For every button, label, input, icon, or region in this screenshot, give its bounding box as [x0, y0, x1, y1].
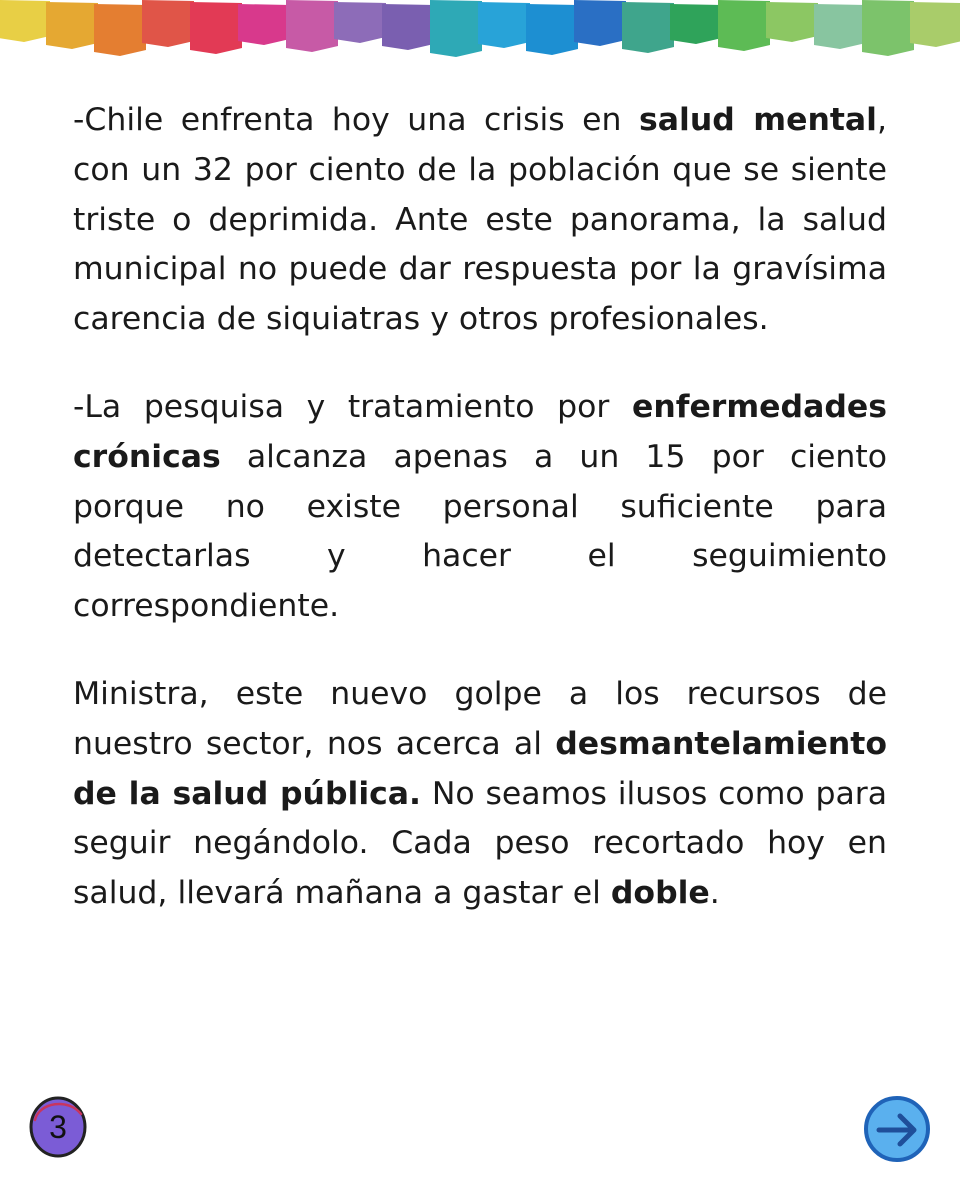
bold-phrase: salud mental [639, 102, 877, 138]
banner-flag [142, 0, 194, 47]
text-run: -Chile enfrenta hoy una crisis en [73, 102, 640, 138]
article-body [73, 96, 887, 957]
banner-flag [862, 0, 914, 56]
banner-flag [238, 4, 290, 45]
page-number-icon [29, 1096, 87, 1158]
decorative-banner [0, 0, 960, 70]
bold-phrase: doble [610, 875, 710, 912]
arrow-right-icon[interactable] [863, 1095, 931, 1163]
paragraph-salud-mental [73, 96, 887, 345]
paragraph-ministra [73, 670, 887, 919]
banner-flag [814, 4, 866, 49]
banner-flag [334, 2, 386, 43]
text-run: -La pesquisa y tratamiento por [73, 388, 632, 425]
text-run: , con un 32 por ciento de la población que se siente triste o deprimida. Ante este panorama, la salud municipal no puede dar respuesta por la gravísima carencia de siquiatras y otros profesionales. [73, 102, 887, 338]
banner-flag [190, 2, 242, 54]
text-run: . [709, 875, 720, 912]
banner-flag [766, 2, 818, 42]
text-run: Ministra, este nuevo golpe a los recursos de nuestro sector, nos acerca al [73, 675, 887, 762]
banner-flag [430, 0, 482, 57]
banner-flag [286, 0, 338, 52]
banner-flag [382, 4, 434, 50]
bold-phrase: desmantelamiento de la salud pública. [73, 725, 887, 812]
banner-flag [718, 0, 770, 51]
text-run: alcanza apenas a un 15 por ciento porque no existe personal suficiente para detectarlas y hacer el seguimiento correspondiente. [73, 438, 887, 625]
banner-flag [0, 0, 50, 42]
next-page-button[interactable] [863, 1095, 931, 1163]
page-number-text: 3 [49, 1109, 67, 1145]
paragraph-enfermedades-cronicas [73, 383, 887, 632]
banner-flag [622, 2, 674, 53]
banner-flag [574, 0, 626, 46]
page-number-badge [29, 1096, 87, 1158]
banner-flag [46, 2, 98, 49]
banner-flag [910, 2, 960, 47]
banner-flag [670, 4, 722, 44]
banner-flag [478, 2, 530, 48]
banner-flags [0, 0, 960, 70]
banner-flag [94, 4, 146, 56]
banner-flag [526, 4, 578, 55]
text-run: No seamos ilusos como para seguir negándolo. Cada peso recortado hoy en salud, llevará mañana a gastar el [73, 775, 888, 912]
bold-phrase: enfermedades crónicas [73, 388, 887, 475]
